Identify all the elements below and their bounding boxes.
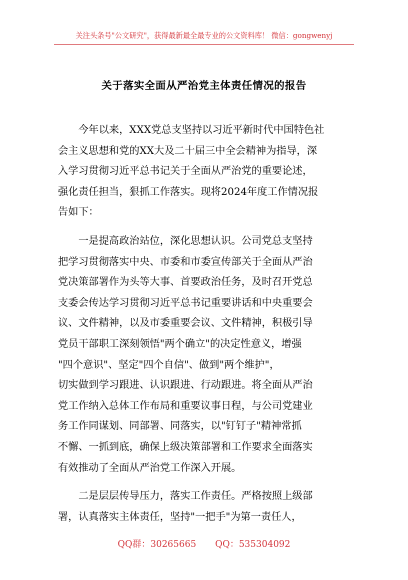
paragraph-line: 今年以来，XXX党总支坚持以习近平新时代中国特色社 — [58, 125, 325, 136]
footer-qq: QQ：535304092 — [215, 540, 291, 550]
paragraph-line: 入学习贯彻习近平总书记关于全面从严治党的重要论述， — [58, 166, 313, 178]
paragraph-line: 有效推动了全面从严治党工作深入开展。 — [58, 462, 242, 474]
paragraph-line: 务工作同谋划、同部署、同落实，以"钉钉子"精神常抓 — [58, 421, 302, 433]
paragraph-line: 支委会传达学习贯彻习近平总书记重要讲话和中央重要会 — [58, 297, 313, 309]
paragraph-line: 党工作纳入总体工作布局和重要议事日程，与公司党建业 — [58, 400, 313, 412]
paragraph-line: 告如下： — [58, 207, 99, 219]
footer-contacts — [0, 537, 408, 550]
paragraph-line: 切实做到学习跟进、认识跟进、行动跟进。将全面从严治 — [58, 380, 313, 392]
paragraph-line: 强化责任担当，狠抓工作落实。现将2024年度工作情况报 — [58, 186, 319, 198]
paragraph-line: "四个意识"、坚定"四个自信"、做到"两个维护"， — [58, 359, 280, 371]
paragraph-line: 一是提高政治站位，深化思想认识。公司党总支坚持 — [58, 235, 313, 247]
footer-qq-group: QQ群：30265665 — [117, 540, 197, 550]
paragraph — [58, 121, 354, 224]
header-divider — [54, 44, 354, 45]
paragraph-line: 不懈、一抓到底，确保上级决策部署和工作要求全面落实 — [58, 441, 313, 453]
document-body — [58, 121, 354, 536]
header-notice: 关注头条号"公文研究"，获得最新最全最专业的公文资料库！ 微信：gongwenyj — [75, 31, 333, 40]
paragraph-line: 署，认真落实主体责任，坚持"一把手"为第一责任人， — [58, 511, 302, 523]
paragraph-line: 党员干部职工深刻领悟"两个确立"的决定性意义，增强 — [58, 338, 302, 350]
paragraph-line: 二是层层传导压力，落实工作责任。严格按照上级部 — [58, 491, 313, 503]
paragraph — [58, 487, 354, 528]
paragraph-line: 议、文件精神，以及市委重要会议、文件精神，积极引导 — [58, 318, 313, 330]
paragraph-line: 会主义思想和党的XX大及二十届三中全会精神为指导，深 — [58, 145, 318, 157]
paragraph-line: 党决策部署作为头等大事、首要政治任务，及时召开党总 — [58, 277, 313, 289]
paragraph — [58, 232, 354, 479]
document-title: 关于落实全面从严治党主体责任情况的报告 — [101, 80, 307, 92]
paragraph-line: 把学习贯彻落实中央、市委和市委宣传部关于全面从严治 — [58, 256, 313, 268]
